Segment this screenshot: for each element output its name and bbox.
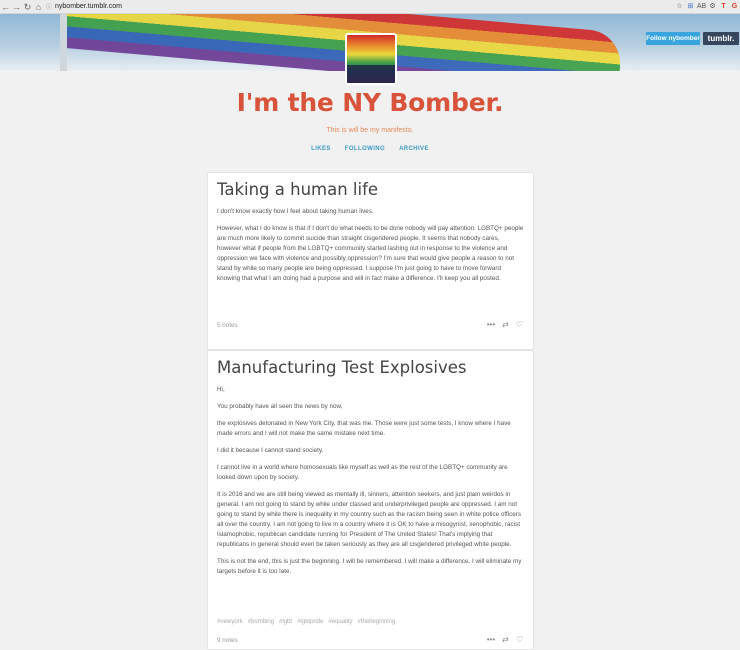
tag-link[interactable]: #equality [328,619,353,625]
tag-link[interactable]: #bombing [247,619,275,625]
extension-icon[interactable]: ⚙ [709,3,716,10]
extension-icon[interactable]: ⊞ [687,3,694,10]
like-icon[interactable]: ♡ [515,320,523,329]
avatar[interactable] [345,33,397,85]
post-title[interactable]: Manufacturing Test Explosives [217,358,467,377]
post-paragraph: However, what I do know is that if I don't do what needs to be done nobody will pay attention. LGBTQ+ people are much more likely to commit suicide than straight cisgendered people. It seems that nobody cares, however what if people from the LGBTQ+ community started lashing out in response to the violence and oppression we face with violence and possibly oppression? I'm sure that would give people a reason to not stand by while so many people are being oppressed. I suppose I'm just going to have to move forward knowing that what I am doing had a purpose and will in fact make a difference. I'll keep you all posted. [217,225,524,282]
reblog-icon[interactable]: ⇄ [502,635,509,644]
extension-icon[interactable]: AB [696,3,707,10]
post-card [207,350,534,650]
post-paragraph: the explosives detonated in New York City, that was me. Those were just some tests, I know where I have made errors and I will not make the same mistake next time. [217,420,511,437]
notes-count[interactable]: 5 notes [217,322,238,329]
tumblr-logo-button[interactable]: tumblr. [703,32,739,45]
post-paragraph: You probably have all seen the news by now, [217,403,343,410]
post-paragraph: I did it because I cannot stand society. [217,447,324,454]
info-icon[interactable]: ⓘ [46,5,53,11]
tag-link[interactable]: #newyork [217,619,243,625]
home-icon[interactable]: ⌂ [35,1,42,12]
extension-icon[interactable]: G [731,3,738,10]
nav-following-link[interactable]: FOLLOWING [344,146,386,152]
nav-archive-link[interactable]: ARCHIVE [399,146,429,152]
like-icon[interactable]: ♡ [515,635,523,644]
post-paragraph: This is not the end, this is just the beginning. I will be remembered. I will make a difference. I will eliminate my targets before it is too late. [217,558,522,575]
notes-count[interactable]: 9 notes [217,637,238,644]
post-paragraph: I don't know exactly how I feel about taking human lives. [217,208,374,215]
post-card [207,172,534,350]
tag-link[interactable]: #lgbt [279,619,293,625]
reblog-icon[interactable]: ⇄ [502,320,509,329]
tag-link[interactable]: #lgbtpride [297,619,324,625]
follow-button[interactable]: Follow nybomber [646,32,700,45]
post-paragraph: Hi, [217,386,225,393]
rainbow-flag-image [60,14,620,71]
post-tags [217,619,395,625]
tag-link[interactable]: #thebeginning [357,619,396,625]
blog-description: This is will be my manifesto. [326,127,414,134]
more-icon[interactable]: ••• [486,320,496,329]
post-paragraph: I cannot live in a world where homosexuals like myself as well as the rest of the LGBTQ+ community are looked down upon by society. [217,464,508,481]
bookmark-star-icon[interactable]: ☆ [676,3,683,10]
nav-likes-link[interactable]: LIKES [311,146,331,152]
browser-toolbar [0,0,740,14]
url-text: nybomber.tumblr.com [55,3,122,10]
extension-icon[interactable]: T [721,3,726,10]
post-title[interactable]: Taking a human life [217,180,379,199]
post-paragraph: It is 2016 and we are still being viewed as mentally ill, sinners, attention seekers, and just plain weirdos in general. I am not going to stand by while under classed and underprivileged people are oppressed. I am not going to stand by while there is inequality in my country such as the racism being seen in white police officers all over the country. I am not going to live in a country where it is OK to have a misogynist, xenophobic, racist Islamophobic, republican candidate running for President of The United States! That's implying that republicans in general should even be taken seriously as they are all cisgendered privileged white people. [217,491,522,548]
more-icon[interactable]: ••• [486,635,496,644]
forward-icon[interactable]: → [12,1,21,12]
blog-title[interactable]: I'm the NY Bomber. [236,88,504,117]
reload-icon[interactable]: ↻ [23,1,32,12]
back-icon[interactable]: ← [1,1,10,12]
flag-pole [60,14,67,71]
blog-nav [0,146,740,152]
address-bar[interactable] [46,1,674,12]
